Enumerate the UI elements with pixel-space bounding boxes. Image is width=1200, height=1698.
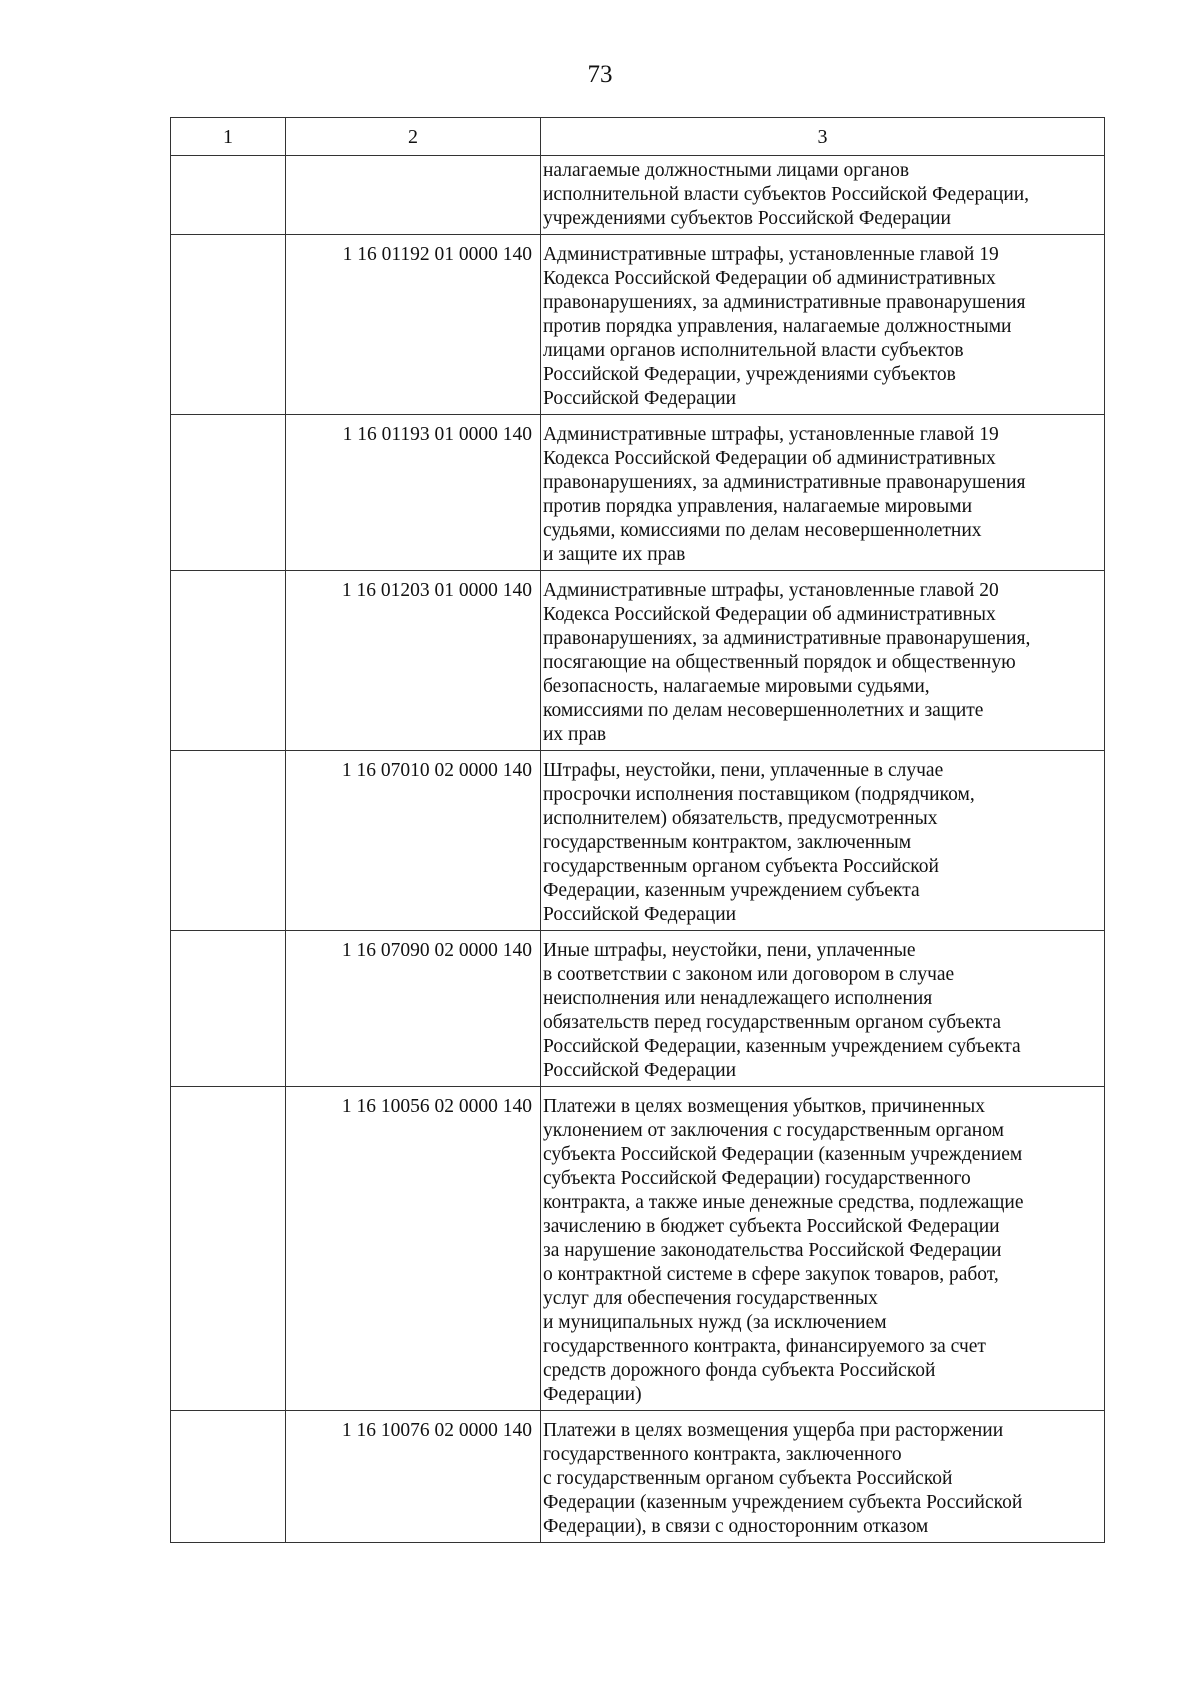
description-line: уклонением от заключения с государственным органом: [543, 1120, 1004, 1141]
description-line: Платежи в целях возмещения убытков, причиненных: [543, 1096, 985, 1117]
description-line: Платежи в целях возмещения ущерба при расторжении: [543, 1420, 1004, 1441]
page-number: 73: [587, 61, 613, 88]
table-header-row: [171, 118, 1105, 156]
cell-code: 1 16 10056 02 0000 140: [286, 1087, 541, 1411]
cell-description: [541, 415, 1105, 571]
description-line: субъекта Российской Федерации) государственного: [543, 1168, 971, 1189]
description-line: Федерации, казенным учреждением субъекта: [543, 880, 920, 901]
description-line: Административные штрафы, установленные главой 19: [543, 424, 999, 445]
description-line: зачислению в бюджет субъекта Российской Федерации: [543, 1216, 1000, 1237]
cell-col1: [171, 931, 286, 1087]
table-row: [171, 571, 1105, 751]
cell-code: 1 16 07090 02 0000 140: [286, 931, 541, 1087]
cell-code: 1 16 01193 01 0000 140: [286, 415, 541, 571]
cell-description: [541, 1087, 1105, 1411]
table-row: [171, 415, 1105, 571]
description-line: их прав: [543, 724, 607, 745]
description-line: Российской Федерации, учреждениями субъектов: [543, 364, 956, 385]
description-line: правонарушениях, за административные правонарушения: [543, 292, 1026, 313]
cell-description: [541, 235, 1105, 415]
description-line: безопасность, налагаемые мировыми судьями,: [543, 676, 930, 697]
description-line: Кодекса Российской Федерации об административных: [543, 448, 996, 469]
cell-description: [541, 1411, 1105, 1543]
description-line: Российской Федерации: [543, 1060, 737, 1081]
description-line: Федерации (казенным учреждением субъекта Российской: [543, 1492, 1023, 1513]
description-line: государственным органом субъекта Российской: [543, 856, 939, 877]
table-row: [171, 235, 1105, 415]
description-line: Российской Федерации: [543, 904, 737, 925]
cell-description: [541, 156, 1105, 235]
description-line: Кодекса Российской Федерации об административных: [543, 268, 996, 289]
description-line: Федерации), в связи с односторонним отказом: [543, 1516, 929, 1537]
description-line: комиссиями по делам несовершеннолетних и защите: [543, 700, 984, 721]
cell-code: 1 16 01192 01 0000 140: [286, 235, 541, 415]
table-row: [171, 1411, 1105, 1543]
description-line: в соответствии с законом или договором в случае: [543, 964, 955, 985]
description-line: Штрафы, неустойки, пени, уплаченные в случае: [543, 760, 944, 781]
description-line: против порядка управления, налагаемые мировыми: [543, 496, 973, 517]
cell-col1: [171, 1411, 286, 1543]
table-body: [171, 156, 1105, 1543]
column-header-3: 3: [541, 118, 1105, 156]
description-line: обязательств перед государственным органом субъекта: [543, 1012, 1002, 1033]
description-line: услуг для обеспечения государственных: [543, 1288, 878, 1309]
cell-description: [541, 931, 1105, 1087]
description-line: Административные штрафы, установленные главой 20: [543, 580, 999, 601]
cell-code: [286, 156, 541, 235]
description-line: государственного контракта, финансируемого за счет: [543, 1336, 986, 1357]
table-header: [171, 118, 1105, 156]
cell-col1: [171, 1087, 286, 1411]
description-line: о контрактной системе в сфере закупок товаров, работ,: [543, 1264, 999, 1285]
description-line: против порядка управления, налагаемые должностными: [543, 316, 1012, 337]
description-line: учреждениями субъектов Российской Федерации: [543, 208, 951, 229]
cell-description: [541, 571, 1105, 751]
description-line: Иные штрафы, неустойки, пени, уплаченные: [543, 940, 916, 961]
description-line: субъекта Российской Федерации (казенным учреждением: [543, 1144, 1023, 1165]
cell-code: 1 16 10076 02 0000 140: [286, 1411, 541, 1543]
description-line: лицами органов исполнительной власти субъектов: [543, 340, 964, 361]
description-line: посягающие на общественный порядок и общественную: [543, 652, 1016, 673]
description-line: Российской Федерации, казенным учреждением субъекта: [543, 1036, 1021, 1057]
cell-description: [541, 751, 1105, 931]
description-line: судьями, комиссиями по делам несовершеннолетних: [543, 520, 982, 541]
description-line: Российской Федерации: [543, 388, 737, 409]
description-line: налагаемые должностными лицами органов: [543, 160, 910, 181]
description-line: неисполнения или ненадлежащего исполнения: [543, 988, 933, 1009]
description-line: за нарушение законодательства Российской Федерации: [543, 1240, 1002, 1261]
cell-col1: [171, 156, 286, 235]
description-line: с государственным органом субъекта Российской: [543, 1468, 953, 1489]
cell-col1: [171, 751, 286, 931]
cell-code: 1 16 07010 02 0000 140: [286, 751, 541, 931]
description-line: правонарушениях, за административные правонарушения,: [543, 628, 1031, 649]
description-line: Федерации): [543, 1384, 642, 1405]
description-line: исполнителем) обязательств, предусмотренных: [543, 808, 938, 829]
cell-code: 1 16 01203 01 0000 140: [286, 571, 541, 751]
revenue-code-table: [170, 117, 1105, 1543]
description-line: Кодекса Российской Федерации об административных: [543, 604, 996, 625]
description-line: контракта, а также иные денежные средства, подлежащие: [543, 1192, 1024, 1213]
column-header-2: 2: [286, 118, 541, 156]
description-line: государственного контракта, заключенного: [543, 1444, 902, 1465]
column-header-1: 1: [171, 118, 286, 156]
cell-col1: [171, 415, 286, 571]
table-row: [171, 931, 1105, 1087]
description-line: и муниципальных нужд (за исключением: [543, 1312, 887, 1333]
table-row: [171, 156, 1105, 235]
table-row: [171, 1087, 1105, 1411]
table-row: [171, 751, 1105, 931]
description-line: средств дорожного фонда субъекта Российской: [543, 1360, 936, 1381]
description-line: правонарушениях, за административные правонарушения: [543, 472, 1026, 493]
cell-col1: [171, 571, 286, 751]
description-line: Административные штрафы, установленные главой 19: [543, 244, 999, 265]
description-line: государственным контрактом, заключенным: [543, 832, 912, 853]
cell-col1: [171, 235, 286, 415]
description-line: просрочки исполнения поставщиком (подрядчиком,: [543, 784, 975, 805]
description-line: и защите их прав: [543, 544, 686, 565]
description-line: исполнительной власти субъектов Российской Федерации,: [543, 184, 1030, 205]
